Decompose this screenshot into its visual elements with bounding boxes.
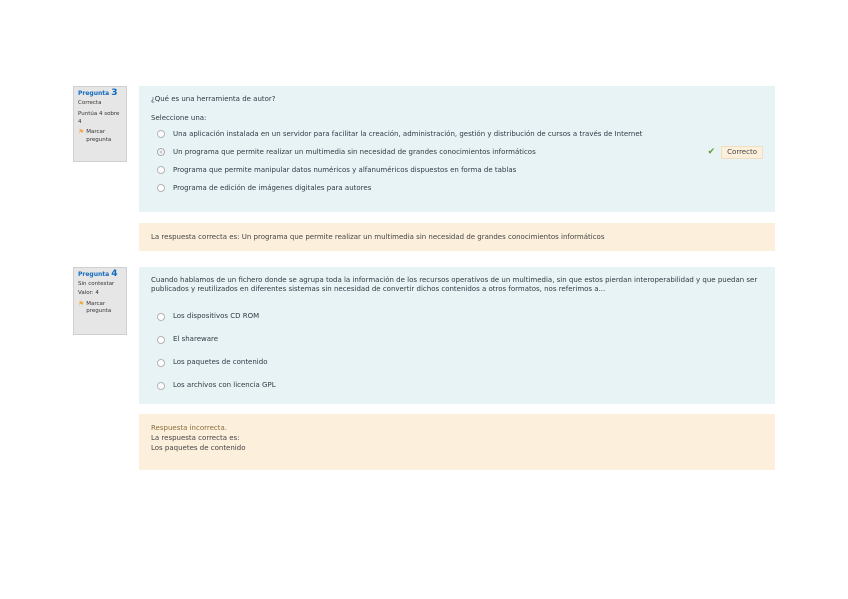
answer-option[interactable]: Una aplicación instalada en un servidor para facilitar la creación, administración, gestión y distribución de cursos a través de Internet xyxy=(151,125,763,143)
answer-option[interactable]: Los dispositivos CD ROM xyxy=(151,305,763,328)
flag-question-link[interactable]: ⚑ Marcar pregunta xyxy=(78,299,112,314)
radio-button[interactable] xyxy=(157,166,165,174)
question-text: ¿Qué es una herramienta de autor? xyxy=(151,95,276,103)
answer-option[interactable]: Los archivos con licencia GPL xyxy=(151,374,763,397)
answer-option-selected[interactable]: Un programa que permite realizar un multimedia sin necesidad de grandes conocimientos informáticos ✔ Correcto xyxy=(151,143,763,161)
question-grade: Valor: 4 xyxy=(78,290,99,296)
radio-button[interactable] xyxy=(157,336,165,344)
correct-answer-text: Los paquetes de contenido xyxy=(151,444,246,452)
correct-indicator xyxy=(708,146,763,159)
radio-button[interactable] xyxy=(157,313,165,321)
flag-icon: ⚑ xyxy=(78,299,85,308)
radio-button-selected[interactable] xyxy=(157,148,165,156)
radio-button[interactable] xyxy=(157,359,165,367)
question-text: Cuando hablamos de un fichero donde se agrupa toda la información de los recursos operativos de un multimedia, sin que estos pierdan interoperabilidad y que puedan ser publicados y reutilizados en diferentes sistemas sin necesidad de convertir dichos contenidos a otros formatos, nos referimos a... xyxy=(151,276,758,293)
answer-option[interactable]: Programa de edición de imágenes digitales para autores xyxy=(151,179,763,197)
feedback-panel-4 xyxy=(139,414,775,470)
question-state: Sin contestar xyxy=(78,280,115,287)
question-number: Pregunta 3 xyxy=(78,88,118,98)
correct-answer-label: La respuesta correcta es: xyxy=(151,434,240,442)
question-content-3 xyxy=(139,86,775,212)
question-info-3 xyxy=(73,86,127,162)
answer-option[interactable]: Programa que permite manipular datos numéricos y alfanuméricos dispuestos en forma de tablas xyxy=(151,161,763,179)
answer-option[interactable]: Los paquetes de contenido xyxy=(151,351,763,374)
question-number: Pregunta 4 xyxy=(78,269,118,279)
question-info-4 xyxy=(73,267,127,335)
correct-answer-text: La respuesta correcta es: Un programa que permite realizar un multimedia sin necesidad de grandes conocimientos informáticos xyxy=(151,233,605,241)
flag-icon: ⚑ xyxy=(78,128,85,136)
question-state: Correcta xyxy=(78,99,102,106)
check-icon: ✔ xyxy=(707,147,716,157)
incorrect-answer-text: Respuesta incorrecta. xyxy=(151,424,228,432)
radio-button[interactable] xyxy=(157,382,165,390)
answer-option[interactable]: El shareware xyxy=(151,328,763,351)
feedback-panel-3 xyxy=(139,223,775,251)
answer-prompt: Seleccione una: xyxy=(151,114,207,122)
question-content-4 xyxy=(139,267,775,404)
radio-button[interactable] xyxy=(157,184,165,192)
radio-button[interactable] xyxy=(157,130,165,138)
question-grade: Puntúa 4 sobre 4 xyxy=(78,111,120,125)
flag-question-link[interactable]: ⚑ Marcar pregunta xyxy=(78,128,112,143)
correct-badge: Correcto xyxy=(721,146,763,159)
